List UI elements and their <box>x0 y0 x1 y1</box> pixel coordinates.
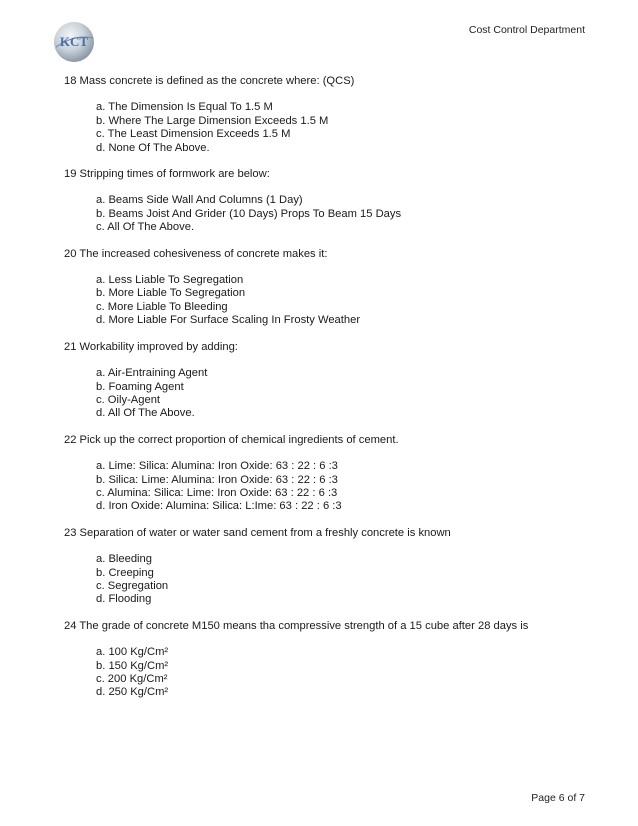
answer-option: b. Silica: Lime: Alumina: Iron Oxide: 63 : 22 : 6 :3 <box>96 473 338 486</box>
question-text: 20 The increased cohesiveness of concrete makes it: <box>64 247 328 260</box>
question-block <box>64 620 598 700</box>
answer-options <box>64 646 598 700</box>
answer-option: d. Flooding <box>96 593 152 606</box>
answer-option: b. Creeping <box>96 566 154 579</box>
question-block <box>64 341 598 421</box>
question-text: 23 Separation of water or water sand cement from a freshly concrete is known <box>64 526 451 539</box>
answer-option: a. Less Liable To Segregation <box>96 274 244 287</box>
kct-logo-icon <box>50 20 98 64</box>
question-text: 19 Stripping times of formwork are below: <box>64 168 270 181</box>
answer-option: b. Beams Joist And Grider (10 Days) Props To Beam 15 Days <box>96 207 402 220</box>
answer-option: a. Bleeding <box>96 553 152 566</box>
answer-option: c. 200 Kg/Cm² <box>96 673 168 685</box>
answer-options <box>64 194 598 234</box>
answer-option: d. None Of The Above. <box>96 141 210 154</box>
answer-option: c. Segregation <box>96 579 169 592</box>
answer-option: b. Foaming Agent <box>96 380 184 393</box>
question-block <box>64 75 598 155</box>
answer-options <box>64 553 598 607</box>
answer-option: d. All Of The Above. <box>96 407 195 420</box>
answer-option: b. Where The Large Dimension Exceeds 1.5 M <box>96 114 329 127</box>
department-title: Cost Control Department <box>468 24 585 36</box>
question-block <box>64 434 598 514</box>
company-logo <box>50 20 98 64</box>
question-block <box>64 168 598 235</box>
question-text: 24 The grade of concrete M150 means tha compressive strength of a 15 cube after 28 days is <box>64 619 529 632</box>
answer-options <box>64 460 598 514</box>
answer-option: c. All Of The Above. <box>96 221 195 234</box>
answer-option: d. Iron Oxide: Alumina: Silica: L:Ime: 63 : 22 : 6 :3 <box>96 500 342 513</box>
page-number: Page 6 of 7 <box>531 792 585 804</box>
answer-options <box>64 367 598 421</box>
question-text: 21 Workability improved by adding: <box>64 340 238 353</box>
logo-text: KCT <box>59 34 89 49</box>
answer-option: c. The Least Dimension Exceeds 1.5 M <box>96 128 291 141</box>
answer-option: a. Air-Entraining Agent <box>96 367 208 380</box>
answer-option: a. The Dimension Is Equal To 1.5 M <box>96 101 273 114</box>
answer-option: a. 100 Kg/Cm² <box>96 646 169 659</box>
answer-option: a. Lime: Silica: Alumina: Iron Oxide: 63 : 22 : 6 :3 <box>96 460 338 473</box>
answer-option: d. More Liable For Surface Scaling In Frosty Weather <box>96 314 361 327</box>
answer-options <box>64 274 598 328</box>
answer-option: b. More Liable To Segregation <box>96 287 246 300</box>
answer-option: b. 150 Kg/Cm² <box>96 659 169 672</box>
answer-option: a. Beams Side Wall And Columns (1 Day) <box>96 194 303 207</box>
question-block <box>64 248 598 328</box>
answer-option: c. Alumina: Silica: Lime: Iron Oxide: 63 : 22 : 6 :3 <box>96 486 338 499</box>
question-text: 22 Pick up the correct proportion of chemical ingredients of cement. <box>64 433 399 446</box>
question-block <box>64 527 598 607</box>
question-text: 18 Mass concrete is defined as the concrete where: (QCS) <box>64 75 355 87</box>
answer-option: d. 250 Kg/Cm² <box>96 686 169 699</box>
answer-option: c. More Liable To Bleeding <box>96 300 228 313</box>
answer-option: c. Oily-Agent <box>96 393 161 406</box>
question-list <box>64 75 598 713</box>
answer-options <box>64 101 598 155</box>
